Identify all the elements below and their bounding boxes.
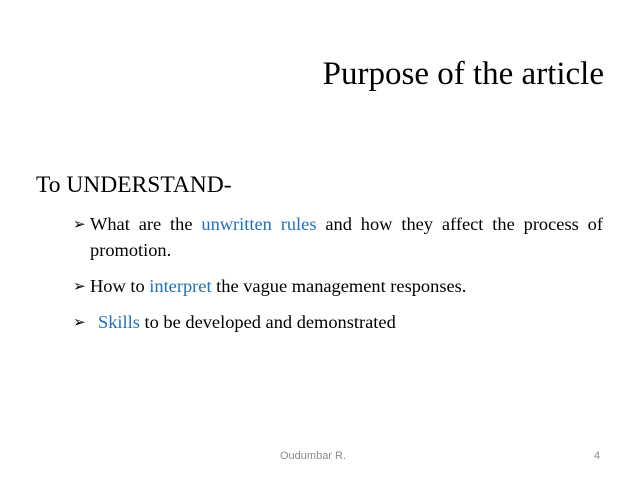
intro-text: To UNDERSTAND- [36, 172, 232, 198]
bullet-item [73, 273, 603, 299]
bullet-highlight: unwritten rules [201, 214, 317, 234]
arrow-bullet-icon: ➢ [73, 215, 86, 233]
bullet-list [73, 211, 603, 345]
bullet-text [98, 309, 603, 335]
bullet-item [73, 211, 603, 263]
bullet-highlight: interpret [149, 276, 212, 296]
page-number: 4 [594, 450, 601, 462]
bullet-text-after: and how they affect the process of promotion. [90, 214, 603, 260]
bullet-text-after: to be developed and demonstrated [139, 312, 396, 332]
bullet-text [90, 273, 603, 299]
bullet-text [90, 211, 603, 263]
arrow-bullet-icon: ➢ [73, 313, 86, 331]
footer-author: Oudumbar R. [280, 450, 347, 462]
bullet-text-before: What are the [90, 214, 202, 234]
arrow-bullet-icon: ➢ [73, 277, 86, 295]
bullet-text-before: How to [90, 276, 150, 296]
bullet-highlight: Skills [98, 312, 140, 332]
bullet-text-after: the vague management responses. [211, 276, 467, 296]
slide-title: Purpose of the article [322, 56, 604, 92]
bullet-item [73, 309, 603, 335]
